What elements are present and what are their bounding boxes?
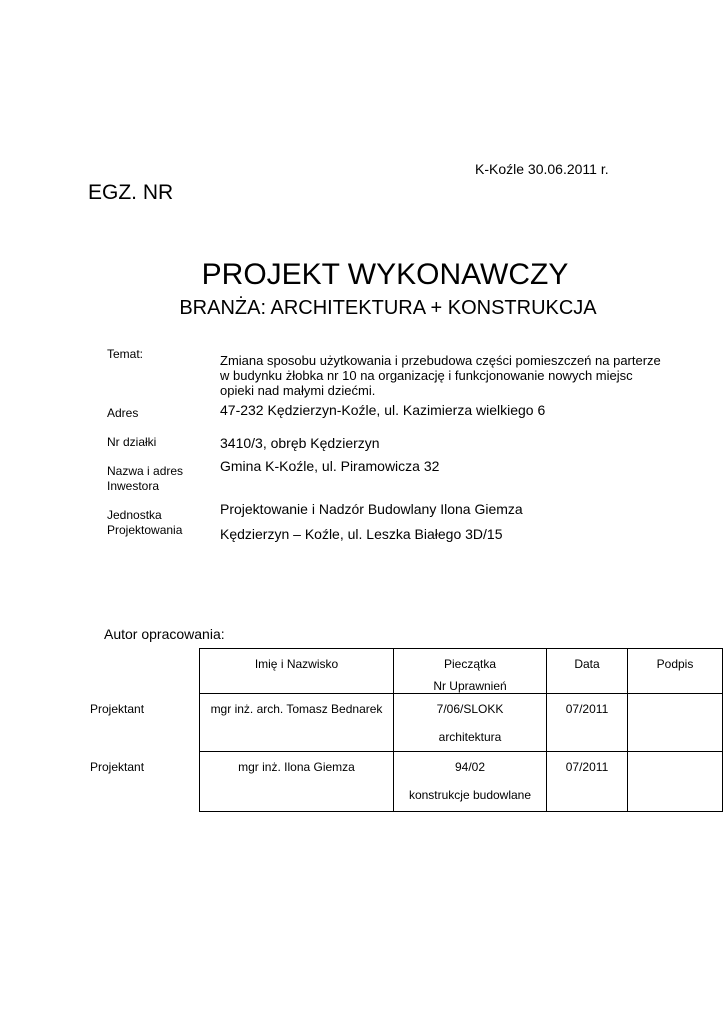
license-branch: konstrukcje budowlane bbox=[408, 788, 532, 802]
document-subtitle: BRANŻA: ARCHITEKTURA + KONSTRUKCJA bbox=[179, 297, 597, 319]
copy-number-label: EGZ. NR bbox=[88, 181, 174, 204]
license-cell bbox=[394, 752, 547, 812]
name-header: Imię i Nazwisko bbox=[200, 649, 394, 694]
temat-line: w budynku żłobka nr 10 na organizację i funkcjonowanie nowych miejsc bbox=[220, 368, 633, 383]
authors-table bbox=[80, 648, 723, 812]
author-section-label: Autor opracowania: bbox=[104, 626, 225, 642]
document-date: K-Koźle 30.06.2011 r. bbox=[475, 161, 609, 177]
license-cell bbox=[394, 694, 547, 752]
date-cell: 07/2011 bbox=[547, 694, 628, 752]
role-header-empty bbox=[80, 649, 200, 694]
temat-label: Temat: bbox=[107, 347, 144, 361]
date-header: Data bbox=[547, 649, 628, 694]
name-cell: mgr inż. arch. Tomasz Bednarek bbox=[200, 694, 394, 752]
role-cell: Projektant bbox=[90, 759, 145, 774]
dzialka-label: Nr działki bbox=[107, 435, 157, 449]
jednostka-line-2: Kędzierzyn – Koźle, ul. Leszka Białego 3D/15 bbox=[220, 526, 503, 542]
jednostka-label: Jednostka Projektowania bbox=[107, 508, 183, 537]
temat-line: opieki nad małymi dziećmi. bbox=[220, 383, 376, 398]
inwestor-label: Nazwa i adres Inwestora bbox=[107, 464, 184, 493]
adres-label: Adres bbox=[107, 406, 139, 420]
date-cell: 07/2011 bbox=[547, 752, 628, 812]
document-title: PROJEKT WYKONAWCZY bbox=[201, 258, 569, 291]
stamp-header bbox=[394, 649, 547, 694]
jednostka-line-1: Projektowanie i Nadzór Budowlany Ilona Giemza bbox=[220, 501, 523, 517]
inwestor-value: Gmina K-Koźle, ul. Piramowicza 32 bbox=[220, 458, 440, 474]
table-row bbox=[80, 694, 723, 752]
stamp-header-line2: Nr Uprawnień bbox=[433, 679, 507, 693]
name-cell: mgr inż. Ilona Giemza bbox=[200, 752, 394, 812]
temat-value bbox=[220, 353, 661, 398]
table-row bbox=[80, 752, 723, 812]
signature-header: Podpis bbox=[628, 649, 723, 694]
license-branch: architektura bbox=[438, 730, 502, 744]
table-header-row bbox=[80, 649, 723, 694]
dzialka-value: 3410/3, obręb Kędzierzyn bbox=[220, 435, 380, 451]
license-number: 94/02 bbox=[454, 760, 486, 774]
signature-cell bbox=[628, 752, 723, 812]
license-number: 7/06/SLOKK bbox=[436, 702, 504, 716]
signature-cell bbox=[628, 694, 723, 752]
temat-line: Zmiana sposobu użytkowania i przebudowa części pomieszczeń na parterze bbox=[220, 353, 661, 368]
adres-value: 47-232 Kędzierzyn-Koźle, ul. Kazimierza wielkiego 6 bbox=[220, 402, 546, 418]
role-cell: Projektant bbox=[90, 701, 145, 716]
stamp-header-line1: Pieczątka bbox=[443, 657, 497, 671]
